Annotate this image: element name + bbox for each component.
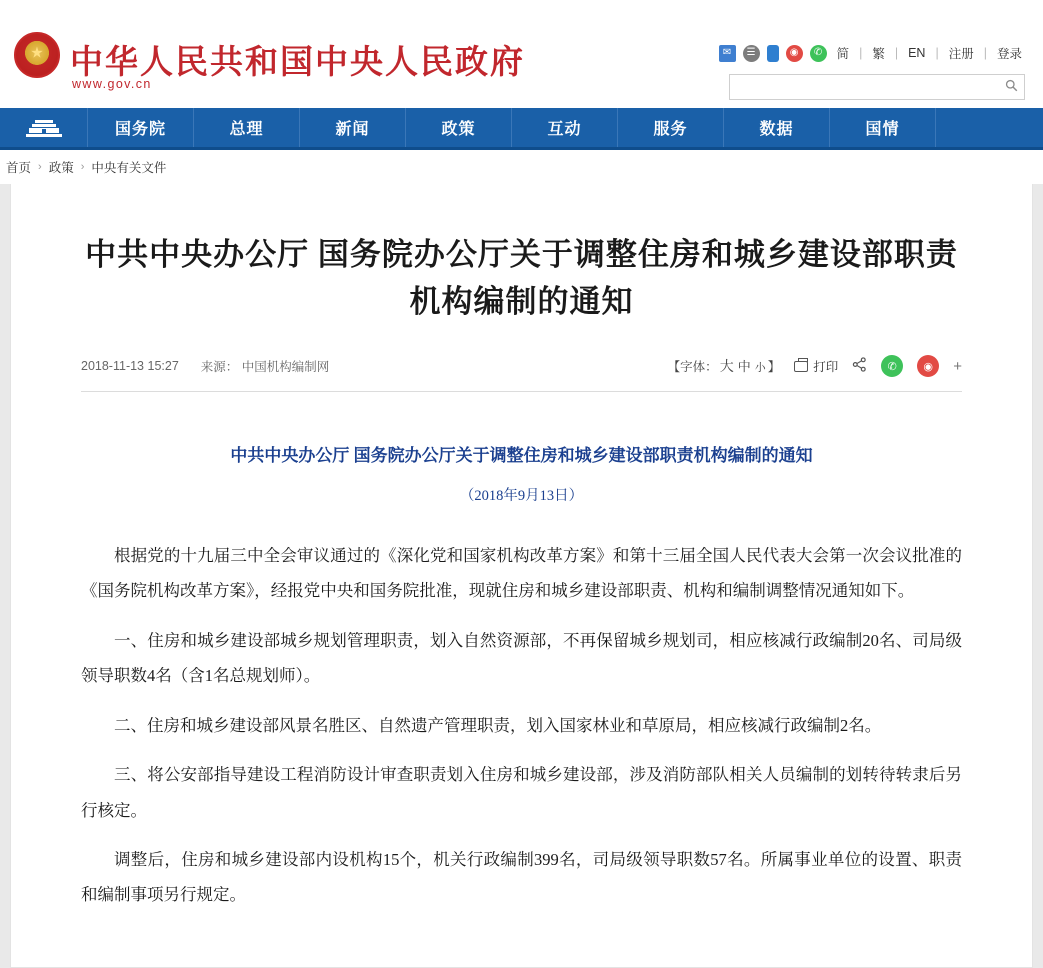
breadcrumb-separator: › — [80, 161, 85, 173]
nav-item-xinwen[interactable]: 新闻 — [300, 108, 406, 147]
nav-item-guoqing[interactable]: 国情 — [830, 108, 936, 147]
print-label: 打印 — [813, 360, 839, 374]
nav-item-guowuyuan[interactable]: 国务院 — [88, 108, 194, 147]
wechat-icon[interactable]: ✆ — [810, 45, 827, 62]
lang-traditional-link[interactable]: 繁 — [872, 47, 885, 61]
breadcrumb — [0, 150, 1043, 184]
search-input[interactable] — [730, 75, 998, 99]
separator: | — [859, 46, 863, 60]
printer-icon — [794, 361, 808, 372]
font-size-close: 】 — [767, 360, 781, 374]
font-size-control[interactable] — [668, 356, 781, 376]
page-title: 中共中央办公厅 国务院办公厅关于调整住房和城乡建设部职责机构编制的通知 — [85, 237, 958, 319]
mobile-icon[interactable] — [767, 45, 779, 62]
weibo-icon[interactable]: ◉ — [786, 45, 803, 62]
top-toolbar — [719, 44, 1025, 62]
separator: | — [935, 46, 939, 60]
gate-tower-icon[interactable] — [0, 108, 88, 147]
nav-item-zhengce[interactable]: 政策 — [406, 108, 512, 147]
search-box[interactable] — [729, 74, 1025, 100]
breadcrumb-item-policy[interactable]: 政策 — [48, 161, 74, 175]
article-paragraph: 调整后，住房和城乡建设部内设机构15个，机关行政编制399名，司局级领导职数57名。所属事业单位的设置、职责和编制事项另行规定。 — [81, 850, 963, 905]
site-header — [0, 0, 1043, 108]
lang-simplified-link[interactable]: 简 — [836, 47, 850, 61]
mail-icon[interactable]: ✉ — [719, 45, 736, 62]
register-link[interactable]: 注册 — [948, 47, 974, 61]
weibo-share-icon[interactable]: ◉ — [917, 355, 939, 377]
publish-date: 2018-11-13 15:27 — [81, 359, 179, 373]
national-emblem-icon: ★ — [14, 32, 60, 78]
wechat-share-icon[interactable]: ✆ — [881, 355, 903, 377]
site-url: www.gov.cn — [72, 77, 152, 91]
content-wrapper — [0, 184, 1043, 968]
nav-item-shuju[interactable]: 数据 — [724, 108, 830, 147]
nav-item-zongli[interactable]: 总理 — [194, 108, 300, 147]
source-name: 中国机构编制网 — [241, 360, 330, 374]
chat-icon[interactable]: ☰ — [743, 45, 760, 62]
breadcrumb-item-central-docs[interactable]: 中央有关文件 — [91, 161, 167, 175]
print-button[interactable] — [794, 357, 838, 375]
article-heading: 中共中央办公厅 国务院办公厅关于调整住房和城乡建设部职责机构编制的通知 — [230, 446, 813, 465]
font-size-large[interactable]: 大 — [719, 358, 734, 374]
font-size-label: 【字体： — [667, 360, 718, 374]
article-paragraph: 根据党的十九届三中全会审议通过的《深化党和国家机构改革方案》和第十三届全国人民代表大会第一次会议批准的《国务院机构改革方案》，经报党中央和国务院批准，现就住房和城乡建设部职责、机构和编制调整情况通知如下。 — [81, 545, 962, 601]
font-size-small[interactable]: 小 — [754, 362, 766, 374]
font-size-medium[interactable]: 中 — [737, 359, 751, 374]
document-card — [10, 184, 1033, 968]
login-link[interactable]: 登录 — [996, 47, 1022, 61]
nav-item-hudong[interactable]: 互动 — [512, 108, 618, 147]
separator: | — [894, 46, 899, 60]
search-icon[interactable] — [998, 75, 1024, 99]
document-meta-bar — [81, 355, 962, 392]
article-paragraph: 一、住房和城乡建设部城乡规划管理职责，划入自然资源部，不再保留城乡规划司，相应核减行政编制20名、司局级领导职数4名（含1名总规划师）。 — [81, 630, 962, 686]
main-nav — [0, 108, 1043, 150]
article-date-line: （2018年9月13日） — [459, 487, 584, 504]
source-label: 来源： — [200, 360, 239, 374]
lang-english-link[interactable]: EN — [908, 46, 926, 60]
breadcrumb-separator: › — [38, 161, 42, 173]
separator: | — [983, 46, 987, 60]
nav-item-fuwu[interactable]: 服务 — [618, 108, 724, 147]
site-title: 中华人民共和国中央人民政府 — [70, 45, 525, 81]
article-body — [81, 438, 962, 913]
share-icon[interactable] — [852, 357, 867, 375]
more-share-button[interactable]: + — [953, 357, 962, 375]
article-paragraph: 二、住房和城乡建设部风景名胜区、自然遗产管理职责，划入国家林业和草原局，相应核减行政编制2名。 — [114, 715, 882, 735]
article-paragraph: 三、将公安部指导建设工程消防设计审查职责划入住房和城乡建设部，涉及消防部队相关人员编制的划转待转隶后另行核定。 — [81, 765, 962, 820]
breadcrumb-item-home[interactable]: 首页 — [6, 161, 32, 175]
